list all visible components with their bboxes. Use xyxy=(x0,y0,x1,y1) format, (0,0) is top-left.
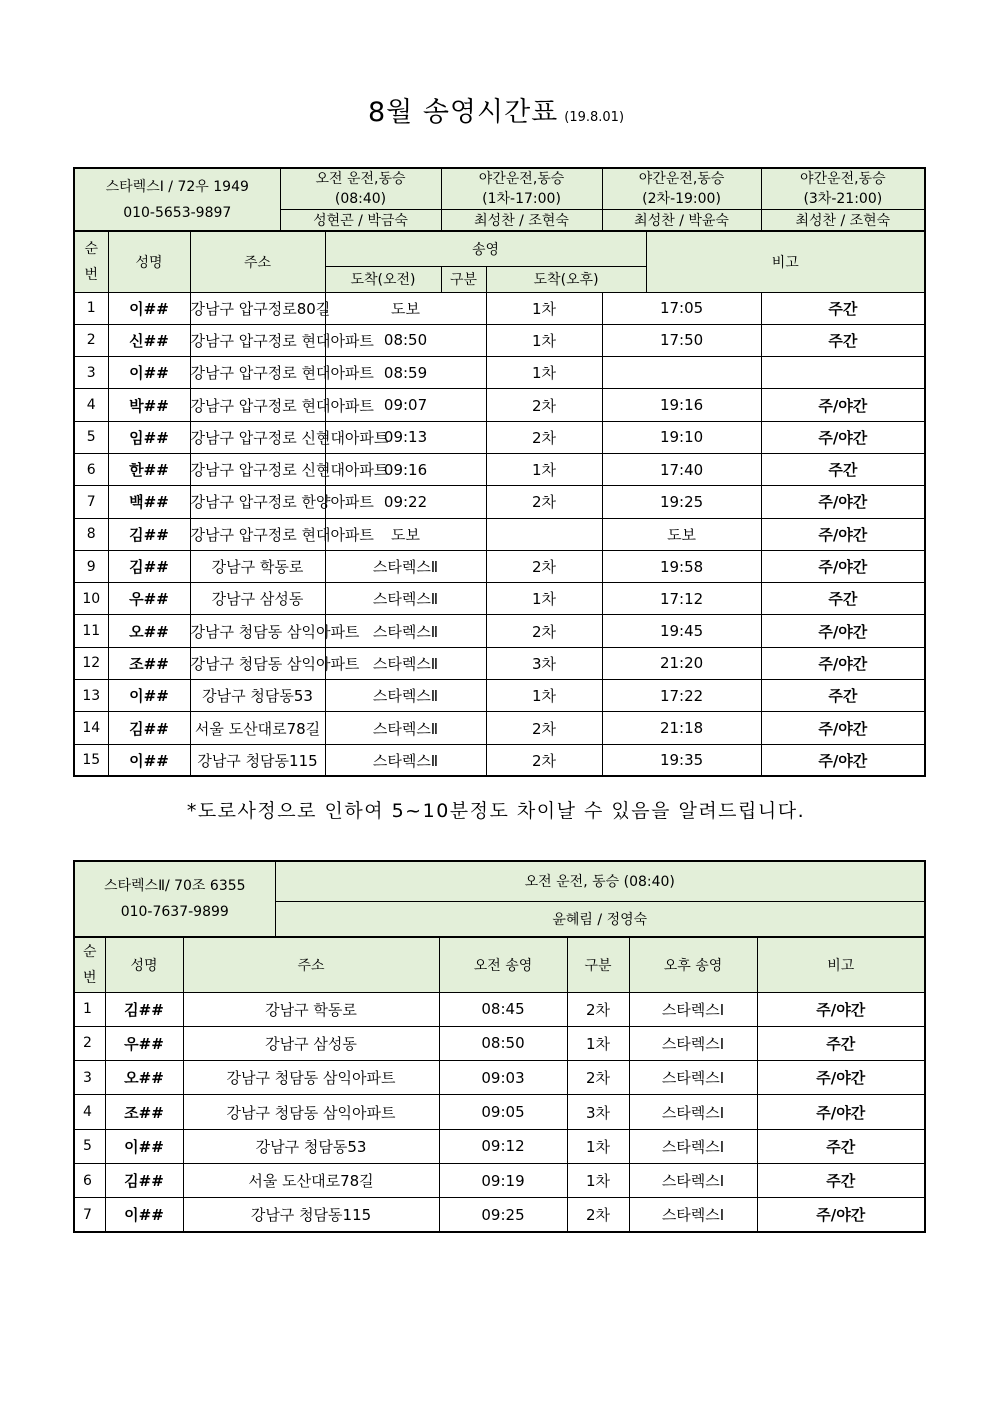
row-arrive-am: 도보 xyxy=(325,292,486,324)
row-address: 강남구 압구정로80길 xyxy=(190,292,325,324)
header-arrive-pm: 도착(오후) xyxy=(486,266,646,292)
row-pm: 스타렉스Ⅰ xyxy=(629,1026,757,1060)
row-name: 이## xyxy=(108,292,190,324)
row-arrive-am: 09:16 xyxy=(325,453,486,485)
row-no: 9 xyxy=(74,550,108,582)
row-arrive-pm: 19:25 xyxy=(602,486,761,518)
row-name: 오## xyxy=(105,1061,183,1095)
bus2-shift-row xyxy=(74,861,925,901)
row-address: 강남구 청담동 삼익아파트 xyxy=(183,1095,439,1129)
row-no: 12 xyxy=(74,647,108,679)
row-address: 강남구 압구정로 현대아파트 xyxy=(190,357,325,389)
row-am: 09:05 xyxy=(439,1095,567,1129)
table-row xyxy=(74,292,925,324)
row-group xyxy=(486,518,602,550)
header-note: 비고 xyxy=(646,231,925,292)
table-row xyxy=(74,647,925,679)
title-date: (19.8.01) xyxy=(564,110,625,125)
table-row xyxy=(74,680,925,712)
row-no: 2 xyxy=(74,1026,105,1060)
row-arrive-pm: 19:16 xyxy=(602,389,761,421)
row-group: 1차 xyxy=(567,1129,629,1163)
row-group: 1차 xyxy=(567,1026,629,1060)
row-arrive-am: 스타렉스Ⅱ xyxy=(325,647,486,679)
row-address: 서울 도산대로78길 xyxy=(190,712,325,744)
table-row xyxy=(74,389,925,421)
header-address: 주소 xyxy=(190,231,325,292)
header2-name: 성명 xyxy=(105,937,183,992)
row-am: 08:50 xyxy=(439,1026,567,1060)
bus1-shift-4: 야간운전,동승 (3차-21:00) xyxy=(761,168,925,210)
row-note: 주/야간 xyxy=(761,389,925,421)
row-address: 강남구 압구정로 신현대아파트 xyxy=(190,421,325,453)
row-note: 주/야간 xyxy=(757,992,925,1026)
row-name: 우## xyxy=(108,583,190,615)
row-group: 2차 xyxy=(486,615,602,647)
row-am: 09:12 xyxy=(439,1129,567,1163)
row-pm: 스타렉스Ⅰ xyxy=(629,1129,757,1163)
row-name: 김## xyxy=(105,1163,183,1197)
row-name: 백## xyxy=(108,486,190,518)
row-note: 주/야간 xyxy=(757,1095,925,1129)
table-row xyxy=(74,583,925,615)
header2-pm: 오후 송영 xyxy=(629,937,757,992)
bus1-staff-1: 성현곤 / 박금숙 xyxy=(280,210,441,232)
row-group: 3차 xyxy=(567,1095,629,1129)
row-address: 강남구 압구정로 현대아파트 xyxy=(190,518,325,550)
row-arrive-am: 스타렉스Ⅱ xyxy=(325,583,486,615)
row-arrive-pm: 19:45 xyxy=(602,615,761,647)
row-no: 8 xyxy=(74,518,108,550)
row-note xyxy=(761,357,925,389)
bus1-staff-4: 최성찬 / 조현숙 xyxy=(761,210,925,232)
row-note: 주/야간 xyxy=(761,744,925,776)
row-no: 3 xyxy=(74,1061,105,1095)
table-row xyxy=(74,1061,925,1095)
header2-no: 순 번 xyxy=(74,937,105,992)
header-no: 순 번 xyxy=(74,231,108,292)
header-group: 구분 xyxy=(441,266,486,292)
bus2-header-row xyxy=(74,937,925,992)
row-group: 1차 xyxy=(486,324,602,356)
row-group: 1차 xyxy=(486,680,602,712)
row-name: 신## xyxy=(108,324,190,356)
header2-am: 오전 송영 xyxy=(439,937,567,992)
title-main: 8월 송영시간표 xyxy=(367,97,559,128)
row-arrive-pm: 17:50 xyxy=(602,324,761,356)
row-no: 5 xyxy=(74,421,108,453)
table-row xyxy=(74,518,925,550)
row-no: 6 xyxy=(74,453,108,485)
table-row xyxy=(74,1198,925,1232)
row-group: 1차 xyxy=(486,357,602,389)
row-address: 강남구 학동로 xyxy=(183,992,439,1026)
table-row xyxy=(74,615,925,647)
row-arrive-pm: 21:20 xyxy=(602,647,761,679)
row-arrive-am: 09:13 xyxy=(325,421,486,453)
row-arrive-am: 도보 xyxy=(325,518,486,550)
header-name: 성명 xyxy=(108,231,190,292)
row-address: 강남구 압구정로 현대아파트 xyxy=(190,324,325,356)
row-note: 주간 xyxy=(757,1026,925,1060)
row-no: 13 xyxy=(74,680,108,712)
row-address: 강남구 청담동 삼익아파트 xyxy=(190,647,325,679)
row-address: 강남구 청담동53 xyxy=(190,680,325,712)
row-no: 7 xyxy=(74,486,108,518)
row-arrive-pm: 17:12 xyxy=(602,583,761,615)
row-note: 주/야간 xyxy=(761,712,925,744)
row-no: 10 xyxy=(74,583,108,615)
row-group: 1차 xyxy=(567,1163,629,1197)
header2-address: 주소 xyxy=(183,937,439,992)
row-address: 강남구 청담동115 xyxy=(190,744,325,776)
row-pm: 스타렉스Ⅰ xyxy=(629,1095,757,1129)
row-no: 1 xyxy=(74,292,108,324)
row-pm: 스타렉스Ⅰ xyxy=(629,1163,757,1197)
header2-group: 구분 xyxy=(567,937,629,992)
row-name: 이## xyxy=(108,680,190,712)
bus1-header-row xyxy=(74,231,925,266)
row-no: 4 xyxy=(74,1095,105,1129)
row-group: 2차 xyxy=(567,1061,629,1095)
row-note: 주/야간 xyxy=(757,1061,925,1095)
row-am: 09:03 xyxy=(439,1061,567,1095)
bus2-vehicle-cell xyxy=(74,861,275,937)
table-row xyxy=(74,1026,925,1060)
row-am: 09:25 xyxy=(439,1198,567,1232)
row-note: 주간 xyxy=(761,292,925,324)
page-title xyxy=(0,90,992,129)
row-name: 조## xyxy=(105,1095,183,1129)
bus1-staff-3: 최성찬 / 박윤숙 xyxy=(602,210,761,232)
row-group: 1차 xyxy=(486,583,602,615)
row-name: 박## xyxy=(108,389,190,421)
row-arrive-am: 스타렉스Ⅱ xyxy=(325,744,486,776)
bus1-phone: 010-5653-9897 xyxy=(123,204,232,221)
row-name: 임## xyxy=(108,421,190,453)
row-group: 2차 xyxy=(486,550,602,582)
row-no: 6 xyxy=(74,1163,105,1197)
row-arrive-pm: 19:10 xyxy=(602,421,761,453)
row-group: 2차 xyxy=(567,992,629,1026)
row-note: 주/야간 xyxy=(761,518,925,550)
row-address: 강남구 압구정로 한양아파트 xyxy=(190,486,325,518)
row-note: 주간 xyxy=(761,680,925,712)
row-address: 강남구 청담동53 xyxy=(183,1129,439,1163)
table-row xyxy=(74,992,925,1026)
row-name: 이## xyxy=(105,1129,183,1163)
row-note: 주/야간 xyxy=(761,647,925,679)
row-pm: 스타렉스Ⅰ xyxy=(629,1198,757,1232)
row-group: 2차 xyxy=(486,712,602,744)
row-no: 1 xyxy=(74,992,105,1026)
row-no: 14 xyxy=(74,712,108,744)
table-row xyxy=(74,1129,925,1163)
row-arrive-am: 09:07 xyxy=(325,389,486,421)
bus1-vehicle: 스타렉스Ⅰ / 72우 1949 xyxy=(105,178,249,195)
row-arrive-am: 스타렉스Ⅱ xyxy=(325,550,486,582)
table-row xyxy=(74,486,925,518)
header-arrive-am: 도착(오전) xyxy=(325,266,441,292)
bus1-shift-1: 오전 운전,동승 (08:40) xyxy=(280,168,441,210)
row-note: 주/야간 xyxy=(761,550,925,582)
row-address: 서울 도산대로78길 xyxy=(183,1163,439,1197)
bus2-rows xyxy=(74,992,925,1232)
row-pm: 스타렉스Ⅰ xyxy=(629,1061,757,1095)
row-arrive-pm: 21:18 xyxy=(602,712,761,744)
row-name: 김## xyxy=(105,992,183,1026)
row-no: 3 xyxy=(74,357,108,389)
header-transport: 송영 xyxy=(325,231,646,266)
table-row xyxy=(74,421,925,453)
bus1-staff-2: 최성찬 / 조현숙 xyxy=(441,210,602,232)
row-address: 강남구 삼성동 xyxy=(190,583,325,615)
row-name: 김## xyxy=(108,550,190,582)
row-note: 주/야간 xyxy=(761,421,925,453)
row-address: 강남구 청담동 삼익아파트 xyxy=(190,615,325,647)
row-name: 이## xyxy=(108,744,190,776)
row-name: 오## xyxy=(108,615,190,647)
row-arrive-am: 08:50 xyxy=(325,324,486,356)
row-group: 2차 xyxy=(486,744,602,776)
bus1-schedule-table xyxy=(73,167,926,777)
row-address: 강남구 청담동 삼익아파트 xyxy=(183,1061,439,1095)
row-arrive-pm xyxy=(602,357,761,389)
row-group: 1차 xyxy=(486,292,602,324)
header2-note: 비고 xyxy=(757,937,925,992)
table-row xyxy=(74,357,925,389)
row-arrive-pm: 도보 xyxy=(602,518,761,550)
row-note: 주간 xyxy=(761,453,925,485)
row-name: 이## xyxy=(105,1198,183,1232)
row-arrive-am: 09:22 xyxy=(325,486,486,518)
row-no: 4 xyxy=(74,389,108,421)
row-group: 2차 xyxy=(486,421,602,453)
table-row xyxy=(74,712,925,744)
row-arrive-pm: 19:35 xyxy=(602,744,761,776)
row-no: 2 xyxy=(74,324,108,356)
bus1-vehicle-cell xyxy=(74,168,280,231)
row-name: 조## xyxy=(108,647,190,679)
row-name: 김## xyxy=(108,712,190,744)
row-arrive-am: 스타렉스Ⅱ xyxy=(325,615,486,647)
bus1-rows xyxy=(74,292,925,776)
row-arrive-am: 08:59 xyxy=(325,357,486,389)
row-no: 11 xyxy=(74,615,108,647)
table-row xyxy=(74,550,925,582)
row-group: 1차 xyxy=(486,453,602,485)
bus2-shift-title: 오전 운전, 동승 (08:40) xyxy=(275,861,925,901)
row-address: 강남구 삼성동 xyxy=(183,1026,439,1060)
row-note: 주간 xyxy=(761,583,925,615)
bus1-shift-row xyxy=(74,168,925,210)
row-address: 강남구 압구정로 신현대아파트 xyxy=(190,453,325,485)
row-no: 5 xyxy=(74,1129,105,1163)
bus2-schedule-table xyxy=(73,860,926,1233)
row-arrive-pm: 17:22 xyxy=(602,680,761,712)
row-no: 7 xyxy=(74,1198,105,1232)
row-group: 2차 xyxy=(567,1198,629,1232)
row-arrive-am: 스타렉스Ⅱ xyxy=(325,680,486,712)
row-address: 강남구 청담동115 xyxy=(183,1198,439,1232)
table-row xyxy=(74,453,925,485)
row-address: 강남구 압구정로 현대아파트 xyxy=(190,389,325,421)
table-row xyxy=(74,324,925,356)
bus2-vehicle: 스타렉스Ⅱ/ 70조 6355 xyxy=(103,878,246,894)
row-address: 강남구 학동로 xyxy=(190,550,325,582)
bus1-shift-3: 야간운전,동승 (2차-19:00) xyxy=(602,168,761,210)
notice-text: *도로사정으로 인하여 5~10분정도 차이날 수 있음을 알려드립니다. xyxy=(186,800,806,822)
row-arrive-am: 스타렉스Ⅱ xyxy=(325,712,486,744)
bus2-phone: 010-7637-9899 xyxy=(120,904,229,920)
table-row xyxy=(74,744,925,776)
row-group: 2차 xyxy=(486,486,602,518)
row-note: 주간 xyxy=(761,324,925,356)
row-pm: 스타렉스Ⅰ xyxy=(629,992,757,1026)
row-arrive-pm: 17:40 xyxy=(602,453,761,485)
row-name: 우## xyxy=(105,1026,183,1060)
row-group: 3차 xyxy=(486,647,602,679)
row-note: 주간 xyxy=(757,1129,925,1163)
bus1-shift-2: 야간운전,동승 (1차-17:00) xyxy=(441,168,602,210)
bus2-shift-staff: 윤혜림 / 정영숙 xyxy=(275,901,925,937)
row-note: 주간 xyxy=(757,1163,925,1197)
row-no: 15 xyxy=(74,744,108,776)
row-name: 한## xyxy=(108,453,190,485)
row-note: 주/야간 xyxy=(757,1198,925,1232)
row-group: 2차 xyxy=(486,389,602,421)
row-arrive-pm: 19:58 xyxy=(602,550,761,582)
row-note: 주/야간 xyxy=(761,486,925,518)
row-note: 주/야간 xyxy=(761,615,925,647)
row-name: 김## xyxy=(108,518,190,550)
row-arrive-pm: 17:05 xyxy=(602,292,761,324)
row-am: 08:45 xyxy=(439,992,567,1026)
row-am: 09:19 xyxy=(439,1163,567,1197)
table-row xyxy=(74,1163,925,1197)
table-row xyxy=(74,1095,925,1129)
row-name: 이## xyxy=(108,357,190,389)
